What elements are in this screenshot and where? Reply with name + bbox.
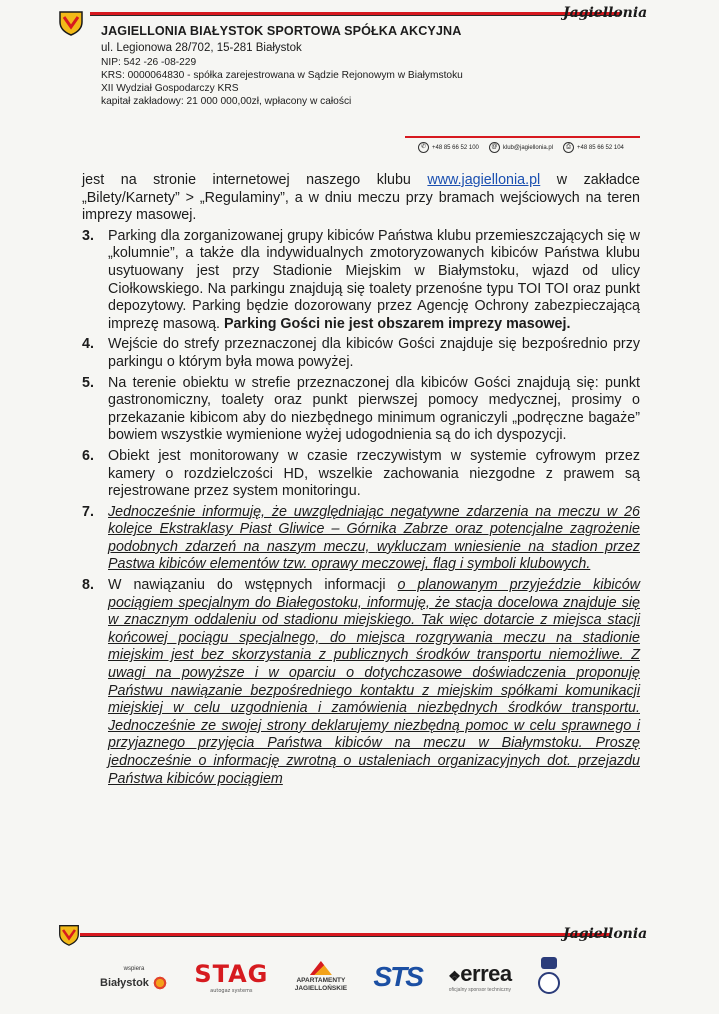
company-krs: KRS: 0000064830 - spółka zarejestrowana w Sądzie Rejonowym w Białymstoku	[101, 69, 463, 81]
company-info	[101, 24, 621, 108]
item-text: Wejście do strefy przeznaczonej dla kibiców Gości znajduje się bezpośrednio przy parkingu o którym była mowa powyżej.	[108, 336, 640, 370]
item-number: 7.	[82, 503, 94, 520]
sponsor-apartamenty-logo[interactable]: APARTAMENTY JAGIELLOŃSKIE	[295, 961, 347, 993]
list-item	[82, 504, 640, 574]
item-number: 8.	[82, 577, 94, 594]
sun-icon	[152, 975, 168, 991]
company-capital: kapitał zakładowy: 21 000 000,00zł, wpłacony w całości	[101, 95, 352, 107]
list-item	[82, 448, 640, 501]
errea-mark-icon: ❖	[448, 968, 461, 984]
item-text: Na terenie obiektu w strefie przeznaczonej dla kibiców Gości znajdują się: punkt gastronomiczny, toalety oraz punkt pierwszej pomocy medycznej, prosimy o przekazanie kibicom aby do niezbędnego minimum ograniczyli „podręczne bagaże” bowiem wszystkie wymienione wyżej udogodnienia są do ich dyspozycji.	[108, 374, 640, 444]
item-number: 6.	[82, 447, 94, 464]
contact-strip	[418, 142, 624, 153]
fax-icon: ⎙	[563, 142, 574, 153]
club-website-link[interactable]: www.jagiellonia.pl	[427, 172, 541, 188]
company-nip: NIP: 542 -26 -08-229	[101, 56, 197, 68]
sponsor-stag-logo[interactable]: STAG autogaz systems	[194, 960, 269, 994]
list-item	[82, 228, 640, 334]
item-number: 5.	[82, 374, 94, 391]
football-icon	[538, 972, 560, 994]
header-rule-thin	[90, 15, 620, 16]
item-emphasis: o planowanym przyjeździe kibiców pociągiem specjalnym do Białegostoku, informuję, że stacja docelowa znajduje się w znacznym oddaleniu od stadionu miejskiego. Tak więc dotarcie z miejsca stacji końcowej pociągu specjalnego, do miejsca rozgrywania meczu na stadionie miejskim jest bez skorzystania z publicznych środków transportu niemożliwe. Z uwagi na powyższe i w oparciu o dotychczasowe doświadczenia proponuję Państwu nawiązanie bezpośredniego kontaktu z miejskim spółkami komunikacji miejskiej w celu uzgodnienia i zamówienia niezbędnych środków transportu. Jednocześnie ze swojej strony deklarujemy niezbędną pomoc w celu sprawnego i przyjaznego przyjęcia Państwa kibiców na meczu w Białymstoku. Proszę jednocześnie o informację zwrotną o ustaleniach organizacyjnych dot. przejazdu Państwa kibiców pociągiem	[108, 577, 640, 787]
sponsor-strip	[100, 952, 560, 1002]
brand-script-top: Jagiellonia	[563, 5, 648, 21]
footer-rule-thin	[80, 936, 610, 937]
list-item	[82, 577, 640, 788]
item-text: Parking dla zorganizowanej grupy kibiców Państwa klubu przemieszczających się w „kolumnie”, a także dla indywidualnych zmotoryzowanych kibiców Państwa klubu usytuowany jest przy Stadionie Miejskim w Białymstoku, wjazd od ulicy Ciołkowskiego. Na parkingu znajdują się toalety przenośne typu TOI TOI oraz punkt depozytowy. Parking będzie dozorowany przez Agencję Ochrony zabezpieczającą imprezę masową. Parking Gości nie jest obszarem imprezy masowej.	[108, 227, 640, 332]
company-address: ul. Legionowa 28/702, 15-281 Białystok	[101, 42, 302, 54]
phone-icon: ✆	[418, 142, 429, 153]
letter-body	[82, 172, 640, 788]
sponsor-errea-logo[interactable]: ❖errea oficjalny sponsor techniczny	[448, 961, 512, 993]
item-number: 4.	[82, 336, 94, 353]
roof-icon	[310, 961, 332, 975]
list-item	[82, 375, 640, 445]
item-text: Obiekt jest monitorowany w czasie rzeczywistym w systemie cyfrowym przez kamery o rozdzielczości HD, wszelkie zachowania niezgodne z prawem są rejestrowane przez system monitoringu.	[108, 447, 640, 500]
club-shield-icon-footer	[58, 924, 80, 946]
item-number: 3.	[82, 227, 94, 244]
club-shield-icon	[58, 10, 84, 36]
brand-script-footer: Jagiellonia	[563, 926, 648, 942]
contact-phone: ✆ +48 85 66 52 100	[418, 142, 479, 153]
contact-rule	[405, 136, 640, 138]
company-name: JAGIELLONIA BIAŁYSTOK SPORTOWA SPÓŁKA AKCYJNA	[101, 24, 462, 38]
trophy-icon	[541, 957, 557, 969]
email-icon: @	[489, 142, 500, 153]
item-text: Jednocześnie informuję, że uwzględniając negatywne zdarzenia na meczu w 26 kolejce Ekstraklasy Piast Gliwice – Górnika Zabrze oraz potencjalne zagrożenie podobnych zdarzeń na naszym meczu, wykluczam wniesienie na stadion przez Pastwa kibiców elementów tzw. oprawy meczowej, flag i symboli klubowych.	[108, 503, 640, 573]
ekstraklasa-logo[interactable]	[538, 957, 560, 997]
contact-email[interactable]: @ klub@jagiellonia.pl	[489, 142, 553, 153]
contact-fax: ⎙ +48 85 66 52 104	[563, 142, 624, 153]
sponsor-bialystok-logo[interactable]: wspiera Białystok	[100, 964, 168, 991]
list-item	[82, 336, 640, 371]
item-emphasis: Parking Gości nie jest obszarem imprezy masowej.	[224, 315, 571, 332]
company-division: XII Wydział Gospodarczy KRS	[101, 82, 239, 94]
item-text: W nawiązaniu do wstępnych informacji o planowanym przyjeździe kibiców pociągiem specjalnym do Białegostoku, informuję, że stacja docelowa znajduje się w znacznym oddaleniu od stadionu miejskiego. Tak więc dotarcie z miejsca stacji końcowej pociągu specjalnego, do miejsca rozgrywania meczu na stadionie miejskim jest bez skorzystania z publicznych środków transportu niemożliwe. Z uwagi na powyższe i w oparciu o dotychczasowe doświadczenia proponuję Państwu nawiązanie bezpośredniego kontaktu z miejskim spółkami komunikacji miejskiej w celu uzgodnienia i zamówienia niezbędnych środków transportu. Jednocześnie ze swojej strony deklarujemy niezbędną pomoc w celu sprawnego i przyjaznego przyjęcia Państwa kibiców na meczu w Białymstoku. Proszę jednocześnie o informację zwrotną o ustaleniach organizacyjnych dot. przejazdu Państwa kibiców pociągiem	[108, 577, 640, 787]
intro-paragraph: jest na stronie internetowej naszego klubu www.jagiellonia.pl w zakładce „Bilety/Karnety” > „Regulaminy”, a w dniu meczu przy bramach wejściowych na teren imprezy masowej.	[82, 172, 641, 224]
sponsor-sts-logo[interactable]: STS	[373, 961, 422, 992]
